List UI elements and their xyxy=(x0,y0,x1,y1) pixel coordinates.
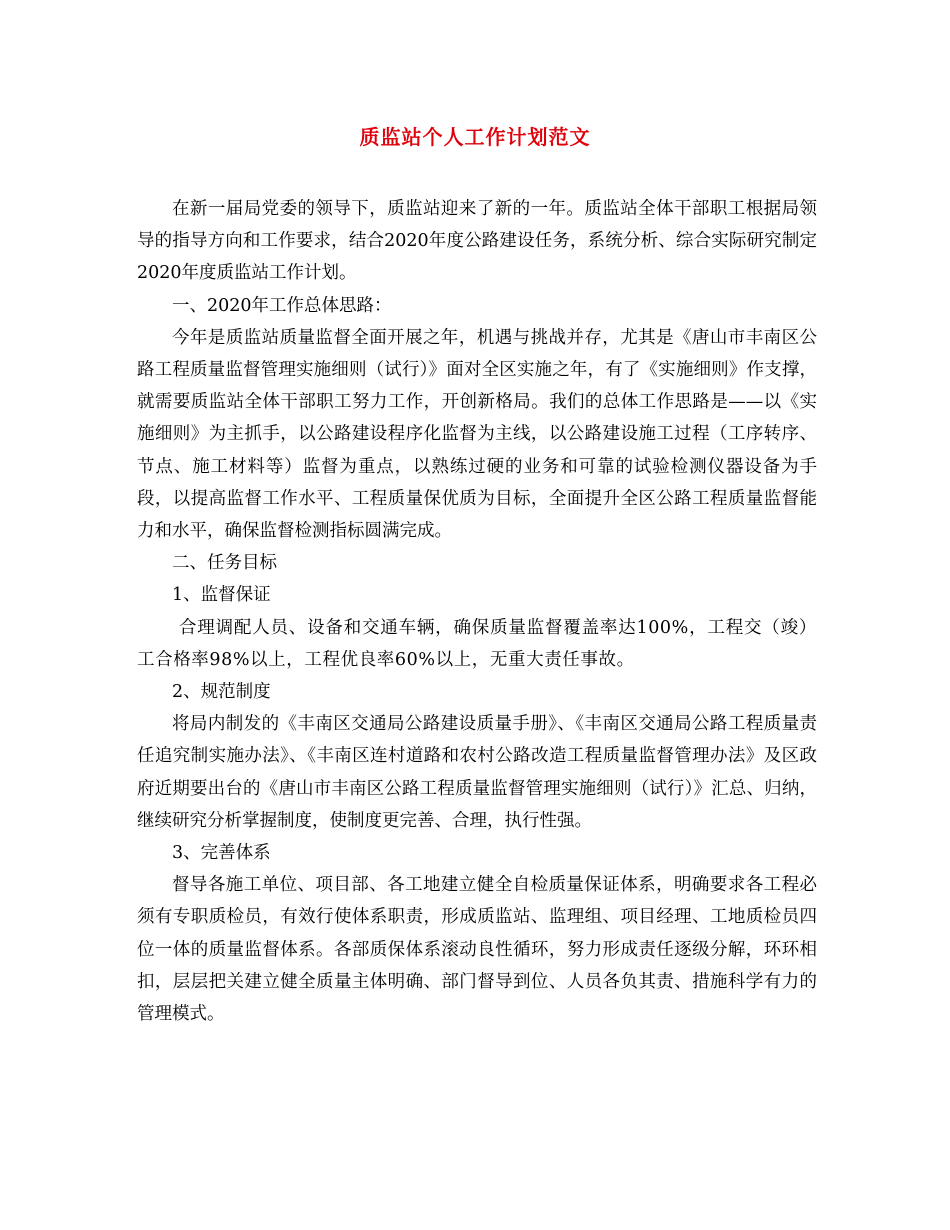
document-title: 质监站个人工作计划范文 xyxy=(359,125,591,149)
paragraph-standardize-rules: 将局内制发的《丰南区交通局公路建设质量手册》、《丰南区交通局公路工程质量责任追究制实施办法》、《丰南区连村道路和农村公路改造工程质量监督管理办法》及区政府近期要出台的《唐山市丰南区公路工程质量监督管理实施细则（试行）》汇总、归纳，继续研究分析掌握制度，使制度更完善、合理，执行性强。 xyxy=(137,714,817,831)
subheading-supervision-guarantee: 1、监督保证 xyxy=(172,585,271,606)
section-heading-task-goals: 二、任务目标 xyxy=(172,553,277,574)
paragraph-improve-system: 督导各施工单位、项目部、各工地建立健全自检质量保证体系，明确要求各工程必须有专职质检员，有效行使体系职责，形成质监站、监理组、项目经理、工地质检员四位一体的质量监督体系。各部质保体系滚动良性循环，努力形成责任逐级分解，环环相扣，层层把关建立健全质量主体明确、部门督导到位、人员各负其责、措施科学有力的管理模式。 xyxy=(137,875,817,1025)
document-body xyxy=(137,193,817,1030)
subheading-improve-system: 3、完善体系 xyxy=(172,843,271,864)
section-heading-overall-approach: 一、2020年工作总体思路： xyxy=(172,295,392,316)
subheading-standardize-rules: 2、规范制度 xyxy=(172,682,271,703)
paragraph-intro: 在新一届局党委的领导下，质监站迎来了新的一年。质监站全体干部职工根据局领导的指导方向和工作要求，结合2020年度公路建设任务，系统分析、综合实际研究制定2020年度质监站工作计划。 xyxy=(137,199,817,284)
paragraph-overall-approach: 今年是质监站质量监督全面开展之年，机遇与挑战并存，尤其是《唐山市丰南区公路工程质量监督管理实施细则（试行）》面对全区实施之年，有了《实施细则》作支撑，就需要质监站全体干部职工努力工作，开创新格局。我们的总体工作思路是——以《实施细则》为主抓手，以公路建设程序化监督为主线，以公路建设施工过程（工序转序、节点、施工材料等）监督为重点，以熟练过硬的业务和可靠的试验检测仪器设备为手段，以提高监督工作水平、工程质量保优质为目标，全面提升全区公路工程质量监督能力和水平，确保监督检测指标圆满完成。 xyxy=(137,327,817,542)
paragraph-supervision-guarantee: 合理调配人员、设备和交通车辆，确保质量监督覆盖率达100%，工程交（竣）工合格率98%以上，工程优良率60%以上，无重大责任事故。 xyxy=(137,617,817,670)
